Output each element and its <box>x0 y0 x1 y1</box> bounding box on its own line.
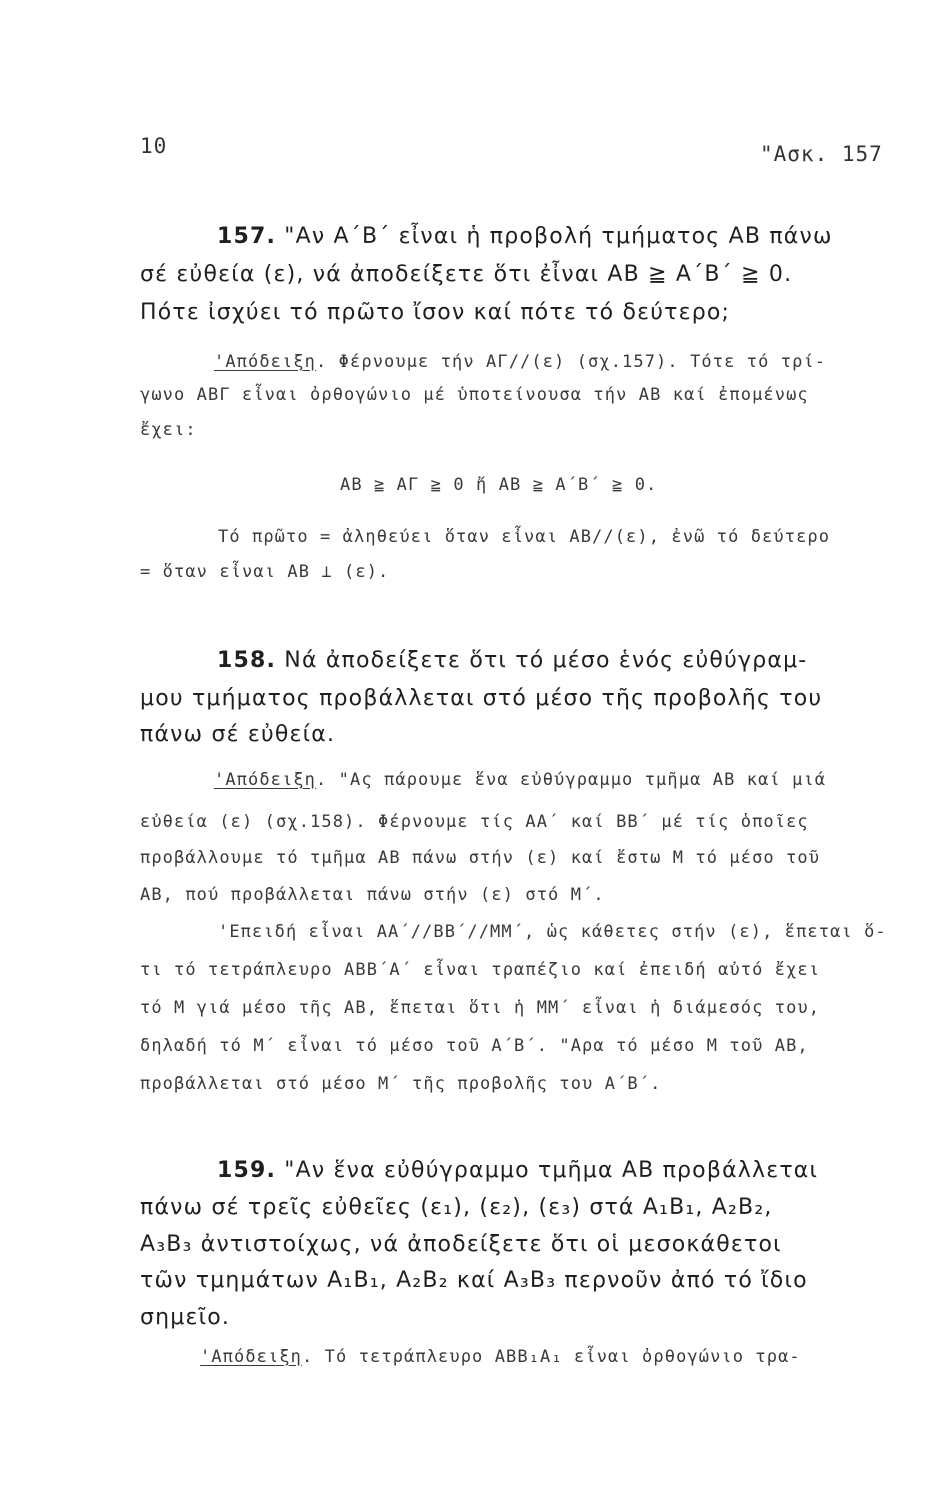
proof-159-text-1: . Τό τετράπλευρο ΑΒΒ₁Α₁ εἶναι ὀρθογώνιο τρα- <box>302 1347 801 1367</box>
exercise-157-line-3: Πότε ἰσχύει τό πρῶτο ἴσον καί πότε τό δεύτερο; <box>140 300 731 325</box>
exercise-157-number: 157. <box>217 224 277 249</box>
proof-158-line-7: τό Μ γιά μέσο τῆς ΑΒ, ἕπεται ὅτι ἡ ΜΜ΄ εἶναι ἡ διάμεσός του, <box>140 998 821 1018</box>
exercise-159-text-1: "Αν ἕνα εὐθύγραμμο τμῆμα ΑΒ προβάλλεται <box>276 1158 819 1183</box>
exercise-159-line-5: σημεῖο. <box>140 1305 231 1330</box>
exercise-157-line-2: σέ εὐθεία (ε), νά ἀποδείξετε ὅτι ἐἶναι ΑΒ ≧ Α΄Β΄ ≧ 0. <box>140 262 793 287</box>
proof-157-line-5: = ὅταν εἶναι ΑΒ ⊥ (ε). <box>140 562 390 582</box>
exercise-157-line-1 <box>217 224 833 249</box>
proof-158-line-8: δηλαδή τό Μ΄ εἶναι τό μέσο τοῦ Α΄Β΄. "Αρα τό μέσο Μ τοῦ ΑΒ, <box>140 1036 809 1056</box>
proof-157-formula: ΑΒ ≧ ΑΓ ≧ 0 ἤ ΑΒ ≧ Α΄Β΄ ≧ 0. <box>340 475 658 495</box>
exercise-157-text-1: "Αν Α΄Β΄ εἶναι ἡ προβολή τμήματος ΑΒ πάνω <box>276 224 833 249</box>
proof-157-label: 'Απόδειξη <box>214 352 317 372</box>
exercise-158-line-1 <box>217 648 807 673</box>
proof-158-line-9: προβάλλεται στό μέσο Μ΄ τῆς προβολῆς του Α΄Β΄. <box>140 1074 662 1094</box>
proof-159-label: 'Απόδειξη <box>200 1347 303 1367</box>
exercise-159-number: 159. <box>217 1158 277 1183</box>
proof-158-text-1: . "Ας πάρουμε ἕνα εὐθύγραμμο τμῆμα ΑΒ καί μιά <box>316 770 827 790</box>
proof-158-line-3: προβάλλουμε τό τμῆμα ΑΒ πάνω στήν (ε) καί ἔστω Μ τό μέσο τοῦ <box>140 848 821 868</box>
exercise-158-number: 158. <box>217 648 277 673</box>
proof-158-label: 'Απόδειξη <box>214 770 317 790</box>
proof-159-line-1 <box>200 1347 801 1367</box>
proof-157-line-1 <box>214 352 826 372</box>
exercise-158-text-1: Νά ἀποδείξετε ὅτι τό μέσο ἑνός εὐθύγραμ- <box>276 648 808 673</box>
proof-158-line-4: ΑΒ, πού προβάλλεται πάνω στήν (ε) στό Μ΄. <box>140 885 605 905</box>
page-number: 10 <box>140 134 168 158</box>
proof-158-line-5: 'Επειδή εἶναι ΑΑ΄//ΒΒ΄//ΜΜ΄, ὡς κάθετες στήν (ε), ἕπεται ὅ- <box>218 922 887 942</box>
exercise-159-line-2: πάνω σέ τρεῖς εὐθεῖες (ε₁), (ε₂), (ε₃) στά Α₁Β₁, Α₂Β₂, <box>140 1195 773 1220</box>
exercise-159-line-4: τῶν τμημάτων Α₁Β₁, Α₂Β₂ καί Α₃Β₃ περνοῦν ἀπό τό ἴδιο <box>140 1268 808 1293</box>
proof-157-line-2: γωνο ΑΒΓ εἶναι ὀρθογώνιο μέ ὑποτείνουσα τήν ΑΒ καί ἐπομένως <box>140 385 809 405</box>
exercise-158-line-3: πάνω σέ εὐθεία. <box>140 722 336 747</box>
proof-158-line-2: εὐθεία (ε) (σχ.158). Φέρνουμε τίς ΑΑ΄ καί ΒΒ΄ μέ τίς ὁποῖες <box>140 812 809 832</box>
proof-158-line-6: τι τό τετράπλευρο ΑΒΒ΄Α΄ εἶναι τραπέζιο καί ἐπειδή αὐτό ἔχει <box>140 960 821 980</box>
proof-157-text-1: . Φέρνουμε τήν ΑΓ//(ε) (σχ.157). Τότε τό τρί- <box>316 352 827 372</box>
proof-157-line-4: Τό πρῶτο = ἀληθεύει ὅταν εἶναι ΑΒ//(ε), ἐνῶ τό δεύτερο <box>218 527 831 547</box>
running-head: "Ασκ. 157 <box>760 142 883 166</box>
exercise-159-line-1 <box>217 1158 818 1183</box>
proof-157-line-3: ἔχει: <box>140 420 197 440</box>
proof-158-line-1 <box>214 770 826 790</box>
exercise-158-line-2: μου τμήματος προβάλλεται στό μέσο τῆς προβολῆς του <box>140 686 823 711</box>
exercise-159-line-3: Α₃Β₃ ἀντιστοίχως, νά ἀποδείξετε ὅτι οἱ μεσοκάθετοι <box>140 1232 782 1257</box>
